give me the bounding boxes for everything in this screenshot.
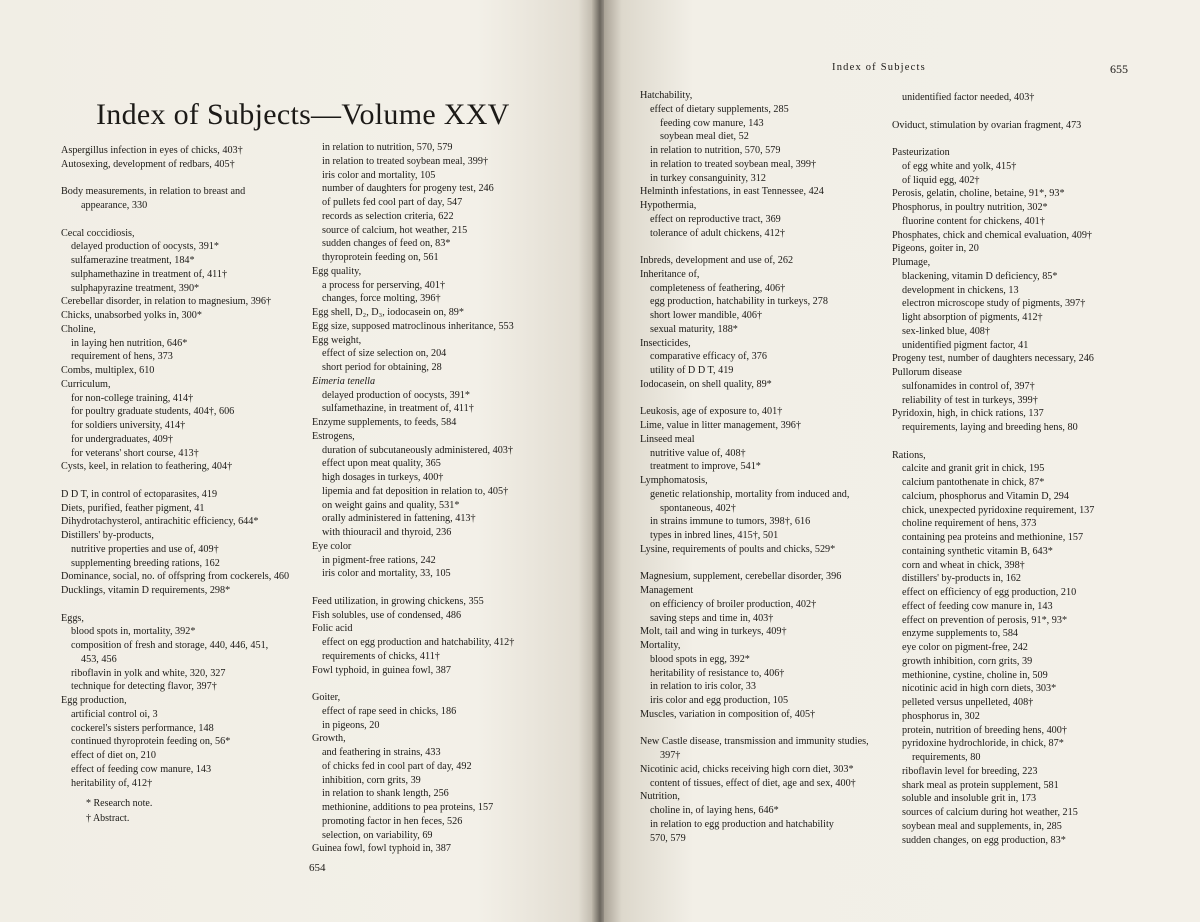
index-subentry: of liquid egg, 402†: [902, 174, 980, 186]
index-subentry: calcium, phosphorus and Vitamin D, 294: [902, 490, 1069, 502]
index-subentry: 570, 579: [650, 832, 686, 844]
index-entry: Magnesium, supplement, cerebellar disorder, 396: [640, 571, 842, 583]
index-subentry: effect of dietary supplements, 285: [650, 103, 789, 115]
index-subentry: in relation to shank length, 256: [322, 788, 449, 800]
index-subentry: pelleted versus unpelleted, 408†: [902, 697, 1034, 708]
index-subentry: on efficiency of broiler production, 402†: [650, 598, 817, 610]
index-subentry: nutritive value of, 408†: [650, 447, 746, 459]
index-entry: Iodocasein, on shell quality, 89*: [640, 378, 772, 390]
index-entry: Insecticides,: [640, 337, 691, 349]
index-subentry: sulfamethazine, in treatment of, 411†: [322, 403, 474, 415]
index-subentry: lipemia and fat deposition in relation to, 405†: [322, 485, 509, 497]
index-subentry: delayed production of oocysts, 391*: [322, 389, 470, 401]
index-subentry: shark meal as protein supplement, 581: [902, 779, 1059, 791]
index-column-right-1: [640, 89, 882, 845]
index-subentry: reliability of test in turkeys, 399†: [902, 394, 1038, 406]
index-subentry: iris color and mortality, 33, 105: [322, 568, 451, 580]
index-entry: Eggs,: [61, 612, 84, 624]
index-subentry: riboflavin level for breeding, 223: [902, 765, 1038, 777]
index-subentry: changes, force molting, 396†: [322, 293, 441, 305]
index-entry: Egg production,: [61, 695, 127, 706]
index-entry: Growth,: [312, 733, 346, 745]
index-entry: Inheritance of,: [640, 268, 700, 280]
index-subentry: fluorine content for chickens, 401†: [902, 215, 1045, 227]
footnote-research: * Research note.: [86, 798, 153, 809]
index-entry: Body measurements, in relation to breast and appearance, 330: [61, 186, 246, 211]
entry-gap: [312, 677, 574, 691]
index-subentry: sources of calcium during hot weather, 215: [902, 807, 1078, 818]
index-subentry: in relation to iris color, 33: [650, 681, 756, 693]
index-entry: Molt, tail and wing in turkeys, 409†: [640, 626, 787, 638]
index-entry: Dihydrotachysterol, antirachitic efficiency, 644*: [61, 516, 259, 528]
entry-gap: [312, 581, 574, 595]
index-subentry: in strains immune to tumors, 398†, 616: [650, 516, 811, 528]
index-subentry: chick, unexpected pyridoxine requirement, 137: [902, 504, 1095, 516]
index-subentry: high dosages in turkeys, 400†: [322, 472, 444, 483]
entry-gap: [892, 435, 1154, 449]
entry-gap: [640, 392, 882, 406]
index-entry: Fowl typhoid, in guinea fowl, 387: [312, 664, 451, 676]
index-entry: Perosis, gelatin, choline, betaine, 91*, 93*: [892, 188, 1065, 200]
index-entry: Inbreds, development and use of, 262: [640, 255, 794, 266]
index-subentry: in pigeons, 20: [322, 719, 380, 731]
index-entry: Folic acid: [312, 623, 353, 635]
index-subentry: in relation to treated soybean meal, 399†: [322, 155, 489, 167]
entry-gap: [640, 240, 882, 254]
index-subentry: protein, nutrition of breeding hens, 400†: [902, 724, 1067, 736]
index-subentry: egg production, hatchability in turkeys, 278: [650, 296, 828, 308]
index-subentry: for non-college training, 414†: [71, 392, 194, 404]
index-subentry: iris color and egg production, 105: [650, 695, 789, 706]
index-subentry: blood spots in, mortality, 392*: [71, 626, 196, 638]
index-entry: Nutrition,: [640, 791, 680, 803]
index-subentry: types in inbred lines, 415†, 501: [650, 530, 779, 541]
index-subentry: saving steps and time in, 403†: [650, 612, 774, 624]
index-subentry: effect of rape seed in chicks, 186: [322, 705, 457, 717]
index-subentry: short lower mandible, 406†: [650, 310, 763, 321]
index-subentry: sudden changes of feed on, 83*: [322, 238, 451, 250]
index-subentry: light absorption of pigments, 412†: [902, 312, 1043, 323]
index-subentry: with thiouracil and thyroid, 236: [322, 527, 452, 538]
index-entry: Enzyme supplements, to feeds, 584: [312, 417, 457, 428]
index-entry: Hatchability,: [640, 90, 693, 101]
index-entry: Lime, value in litter management, 396†: [640, 420, 801, 431]
index-subentry: containing pea proteins and methionine, 157: [902, 532, 1084, 543]
index-entry: Aspergillus infection in eyes of chicks, 403†: [61, 145, 243, 156]
index-subentry: 453, 456: [81, 653, 117, 665]
entry-gap: [640, 557, 882, 571]
index-entry: Pullorum disease: [892, 367, 962, 378]
index-subentry: sulfonamides in control of, 397†: [902, 380, 1035, 392]
index-subentry: technique for detecting flavor, 397†: [71, 681, 217, 693]
index-subentry: of egg white and yolk, 415†: [902, 160, 1017, 172]
index-subentry: effect of feeding cow manure, 143: [71, 763, 212, 775]
index-subentry: in relation to egg production and hatchability: [650, 818, 834, 830]
index-subentry: orally administered in fattening, 413†: [322, 513, 476, 525]
right-page: [604, 0, 1200, 922]
index-subentry: content of tissues, effect of diet, age and sex, 400†: [650, 777, 856, 789]
index-subentry: sexual maturity, 188*: [650, 323, 738, 335]
index-subentry: for undergraduates, 409†: [71, 433, 173, 445]
index-entry: Phosphorus, in poultry nutrition, 302*: [892, 202, 1048, 213]
index-entry: New Castle disease, transmission and immunity studies, 397†: [640, 736, 869, 761]
index-entry: Leukosis, age of exposure to, 401†: [640, 406, 783, 418]
index-subentry: completeness of feathering, 406†: [650, 282, 786, 294]
index-subentry: growth inhibition, corn grits, 39: [902, 655, 1033, 667]
index-subentry: sudden changes, on egg production, 83*: [902, 834, 1066, 846]
index-entry: Eye color: [312, 540, 352, 552]
index-subentry: riboflavin in yolk and white, 320, 327: [71, 667, 226, 679]
index-subentry: blood spots in egg, 392*: [650, 653, 750, 665]
index-entry: Guinea fowl, fowl typhoid in, 387: [312, 843, 451, 855]
index-subentry: comparative efficacy of, 376: [650, 351, 767, 363]
index-entry: Helminth infestations, in east Tennessee, 424: [640, 186, 824, 198]
index-subentry: sex-linked blue, 408†: [902, 325, 990, 337]
index-subentry: continued thyroprotein feeding on, 56*: [71, 736, 231, 748]
index-subentry: in laying hen nutrition, 646*: [71, 337, 188, 349]
index-subentry: unidentified factor needed, 403†: [902, 92, 1035, 103]
index-subentry: effect upon meat quality, 365: [322, 458, 441, 470]
index-subentry: genetic relationship, mortality from induced and,: [650, 488, 850, 500]
index-subentry: sulphamethazine in treatment of, 411†: [71, 268, 228, 280]
index-entry: Muscles, variation in composition of, 405†: [640, 708, 816, 720]
index-entry: Nicotinic acid, chicks receiving high corn diet, 303*: [640, 763, 854, 775]
index-subentry: for veterans' short course, 413†: [71, 447, 199, 459]
index-column-left-1: [61, 144, 293, 790]
index-subentry: development in chickens, 13: [902, 284, 1019, 296]
index-entry: Progeny test, number of daughters necessary, 246: [892, 353, 1094, 365]
index-subentry: soybean meal diet, 52: [660, 131, 749, 143]
index-subentry: inhibition, corn grits, 39: [322, 774, 421, 786]
index-subentry: a process for perserving, 401†: [322, 279, 446, 291]
index-subentry: in relation to nutrition, 570, 579: [650, 145, 781, 156]
index-entry: Pyridoxin, high, in chick rations, 137: [892, 408, 1044, 420]
index-subentry: requirements, laying and breeding hens, 80: [902, 422, 1078, 433]
index-subentry: selection, on variability, 69: [322, 829, 433, 841]
entry-gap: [61, 172, 293, 186]
index-entry: Choline,: [61, 323, 96, 335]
index-subentry: spontaneous, 402†: [660, 502, 736, 514]
index-subentry: of pullets fed cool part of day, 547: [322, 197, 463, 208]
index-subentry: in relation to treated soybean meal, 399†: [650, 158, 817, 170]
index-subentry: short period for obtaining, 28: [322, 362, 442, 373]
index-subentry: methionine, additions to pea proteins, 157: [322, 802, 494, 813]
index-subentry: in turkey consanguinity, 312: [650, 172, 766, 184]
index-column-left-2: [312, 141, 574, 856]
running-head: Index of Subjects: [832, 62, 926, 73]
index-subentry: in relation to nutrition, 570, 579: [322, 142, 453, 153]
footnote-abstract: † Abstract.: [86, 813, 130, 824]
index-subentry: sulphapyrazine treatment, 390*: [71, 282, 200, 294]
page-title: Index of Subjects—Volume XXV: [96, 98, 510, 131]
index-entry: Diets, purified, feather pigment, 41: [61, 502, 205, 514]
index-subentry: records as selection criteria, 622: [322, 210, 454, 222]
index-entry: Lysine, requirements of poults and chicks, 529*: [640, 543, 836, 555]
entry-gap: [892, 132, 1154, 146]
index-subentry: feeding cow manure, 143: [660, 117, 764, 129]
index-entry: Egg weight,: [312, 334, 362, 346]
index-entry: Chicks, unabsorbed yolks in, 300*: [61, 310, 202, 321]
index-subentry: effect on efficiency of egg production, 210: [902, 587, 1077, 598]
index-subentry: and feathering in strains, 433: [322, 747, 441, 758]
index-subentry: requirements, 80: [912, 752, 981, 763]
index-entry: Plumage,: [892, 257, 931, 268]
index-subentry: distillers' by-products in, 162: [902, 573, 1021, 585]
index-entry: D D T, in control of ectoparasites, 419: [61, 488, 218, 500]
index-entry: Management: [640, 585, 694, 596]
index-subentry: choline requirement of hens, 373: [902, 518, 1037, 530]
index-entry: Estrogens,: [312, 430, 355, 442]
index-entry: Mortality,: [640, 640, 681, 651]
index-subentry: soybean meal and supplements, in, 285: [902, 820, 1062, 832]
index-entry: Feed utilization, in growing chickens, 355: [312, 595, 484, 607]
index-entry: Linseed meal: [640, 433, 695, 445]
index-subentry: eye color on pigment-free, 242: [902, 642, 1028, 653]
index-entry: Egg size, supposed matroclinous inheritance, 553: [312, 320, 514, 332]
index-subentry: artificial control oi, 3: [71, 708, 158, 720]
index-subentry: effect on reproductive tract, 369: [650, 213, 781, 225]
index-entry: Eimeria tenella: [312, 375, 376, 387]
page-number-left: 654: [309, 862, 326, 874]
entry-gap: [640, 722, 882, 736]
index-subentry: composition of fresh and storage, 440, 446, 451,: [71, 640, 269, 651]
index-entry: Ducklings, vitamin D requirements, 298*: [61, 585, 231, 596]
index-entry: Distillers' by-products,: [61, 530, 154, 541]
index-entry: Oviduct, stimulation by ovarian fragment, 473: [892, 119, 1082, 131]
index-entry: Goiter,: [312, 692, 341, 703]
index-entry: Lymphomatosis,: [640, 475, 708, 486]
index-entry: Autosexing, development of redbars, 405†: [61, 158, 235, 170]
index-subentry: calcite and granit grit in chick, 195: [902, 463, 1045, 475]
index-entry: Cysts, keel, in relation to feathering, 404†: [61, 461, 233, 473]
index-subentry: tolerance of adult chickens, 412†: [650, 227, 785, 239]
index-subentry: delayed production of oocysts, 391*: [71, 241, 219, 253]
index-subentry: nicotinic acid in high corn diets, 303*: [902, 683, 1057, 695]
index-subentry: blackening, vitamin D deficiency, 85*: [902, 270, 1058, 282]
index-subentry: thyroprotein feeding on, 561: [322, 252, 439, 263]
entry-gap: [892, 105, 1154, 119]
index-subentry: methionine, cystine, choline in, 509: [902, 669, 1048, 681]
index-subentry: nutritive properties and use of, 409†: [71, 543, 219, 555]
index-subentry: heritability of, 412†: [71, 777, 153, 789]
index-subentry: for soldiers university, 414†: [71, 420, 186, 431]
left-page: [0, 0, 596, 922]
entry-gap: [61, 213, 293, 227]
index-subentry: heritability of resistance to, 406†: [650, 667, 785, 679]
index-subentry: soluble and insoluble grit in, 173: [902, 793, 1037, 805]
index-subentry: number of daughters for progeny test, 246: [322, 183, 494, 195]
entry-gap: [61, 598, 293, 612]
index-subentry: promoting factor in hen feces, 526: [322, 815, 463, 827]
index-entry: Curriculum,: [61, 378, 111, 390]
index-subentry: effect on prevention of perosis, 91*, 93*: [902, 614, 1068, 626]
index-subentry: requirement of hens, 373: [71, 351, 173, 363]
index-entry: Cecal coccidiosis,: [61, 227, 135, 239]
index-subentry: electron microscope study of pigments, 397†: [902, 298, 1086, 310]
index-subentry: on weight gains and quality, 531*: [322, 499, 460, 511]
index-subentry: sulfamerazine treatment, 184*: [71, 255, 195, 266]
index-subentry: containing synthetic vitamin B, 643*: [902, 545, 1053, 557]
index-subentry: duration of subcutaneously administered, 403†: [322, 444, 513, 456]
index-subentry: effect of feeding cow manure in, 143: [902, 600, 1053, 612]
index-subentry: corn and wheat in chick, 398†: [902, 559, 1025, 571]
index-subentry: of chicks fed in cool part of day, 492: [322, 760, 472, 772]
index-entry: Hypothermia,: [640, 200, 697, 211]
index-entry: Fish solubles, use of condensed, 486: [312, 609, 462, 621]
index-subentry: phosphorus in, 302: [902, 710, 980, 722]
index-entry: Rations,: [892, 449, 926, 461]
index-entry: Pigeons, goiter in, 20: [892, 243, 979, 255]
index-entry: Combs, multiplex, 610: [61, 365, 155, 376]
index-entry: Dominance, social, no. of offspring from cockerels, 460: [61, 571, 290, 583]
index-subentry: source of calcium, hot weather, 215: [322, 224, 468, 236]
page-number-right: 655: [1110, 62, 1128, 76]
index-subentry: in pigment-free rations, 242: [322, 554, 436, 566]
index-subentry: for poultry graduate students, 404†, 606: [71, 406, 235, 418]
index-entry: Pasteurization: [892, 147, 950, 158]
index-entry: Cerebellar disorder, in relation to magnesium, 396†: [61, 296, 272, 308]
index-subentry: pyridoxine hydrochloride, in chick, 87*: [902, 738, 1064, 750]
index-subentry: treatment to improve, 541*: [650, 461, 761, 473]
index-subentry: supplementing breeding rations, 162: [71, 557, 220, 569]
index-subentry: effect on egg production and hatchability, 412†: [322, 637, 515, 648]
index-subentry: effect of size selection on, 204: [322, 348, 447, 360]
index-subentry: requirements of chicks, 411†: [322, 650, 440, 662]
index-subentry: choline in, of laying hens, 646*: [650, 805, 779, 816]
index-subentry: unidentified pigment factor, 41: [902, 339, 1029, 351]
index-subentry: effect of diet on, 210: [71, 750, 156, 761]
index-entry: Egg shell, D₂, D₃, iodocasein on, 89*: [312, 307, 464, 318]
index-subentry: iris color and mortality, 105: [322, 169, 436, 181]
index-subentry: enzyme supplements to, 584: [902, 628, 1019, 640]
entry-gap: [61, 474, 293, 488]
index-entry: Egg quality,: [312, 265, 362, 277]
index-subentry: utility of D D T, 419: [650, 365, 734, 376]
index-subentry: cockerel's sisters performance, 148: [71, 722, 214, 734]
footnotes: [80, 796, 152, 826]
index-column-right-2: [892, 91, 1154, 847]
index-subentry: calcium pantothenate in chick, 87*: [902, 477, 1045, 488]
index-entry: Phosphates, chick and chemical evaluation, 409†: [892, 229, 1093, 241]
